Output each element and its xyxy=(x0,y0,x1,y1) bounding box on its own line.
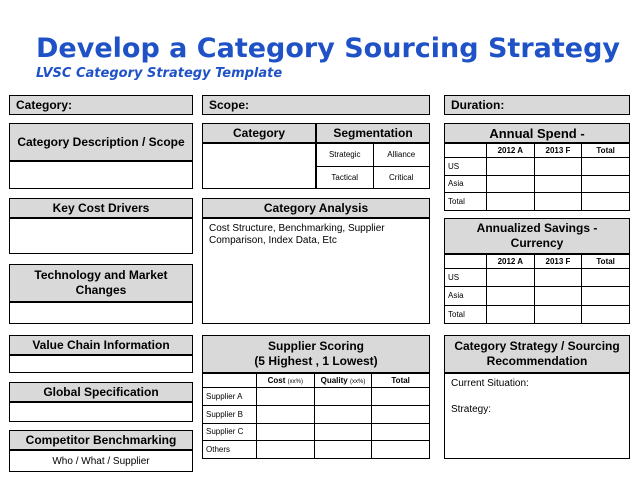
category-col-label: Category xyxy=(232,125,285,140)
savings-cell[interactable] xyxy=(582,269,630,287)
key-cost-drivers-area[interactable] xyxy=(9,218,193,254)
spend-cell[interactable] xyxy=(534,193,582,211)
page-title: Develop a Category Sourcing Strategy xyxy=(36,33,621,64)
segment-strategic[interactable]: Strategic xyxy=(317,144,374,167)
score-cell[interactable] xyxy=(372,405,430,423)
strategy-label: Strategy: xyxy=(451,404,492,415)
segmentation-label: Segmentation xyxy=(333,125,413,140)
score-cell[interactable] xyxy=(372,388,430,406)
savings-cell[interactable] xyxy=(534,305,582,323)
spend-cell[interactable] xyxy=(582,175,630,193)
value-chain-label: Value Chain Information xyxy=(32,337,170,352)
savings-cell[interactable] xyxy=(582,305,630,323)
category-col-area[interactable] xyxy=(202,143,316,189)
savings-cell[interactable] xyxy=(487,269,535,287)
annualized-savings-header xyxy=(444,218,630,254)
category-strategy-label: Category Strategy / Sourcing Recommendation xyxy=(454,339,620,368)
duration-field-label: Duration: xyxy=(451,97,505,112)
scope-field-label: Scope: xyxy=(209,97,250,112)
category-field-label: Category: xyxy=(16,97,73,112)
supplier-row-label: Supplier A xyxy=(203,388,257,406)
global-spec-area[interactable] xyxy=(9,402,193,422)
category-analysis-area[interactable] xyxy=(202,218,430,324)
spend-cell[interactable] xyxy=(487,193,535,211)
category-col-header xyxy=(202,123,316,143)
score-cell[interactable] xyxy=(257,441,315,459)
spend-row-total: Total xyxy=(445,193,487,211)
spend-cell[interactable] xyxy=(487,158,535,176)
spend-col-2012: 2012 A xyxy=(487,144,535,158)
category-strategy-area[interactable] xyxy=(444,373,630,459)
score-cell[interactable] xyxy=(314,423,372,441)
category-strategy-header xyxy=(444,335,630,373)
spend-row-us: US xyxy=(445,158,487,176)
score-cell[interactable] xyxy=(257,423,315,441)
key-cost-drivers-header xyxy=(9,198,193,218)
score-cell[interactable] xyxy=(257,388,315,406)
scoring-corner xyxy=(203,374,257,388)
category-description-label: Category Description / Scope xyxy=(17,134,185,149)
competitor-header xyxy=(9,430,193,450)
savings-cell[interactable] xyxy=(534,269,582,287)
score-cell[interactable] xyxy=(257,405,315,423)
competitor-area[interactable] xyxy=(9,450,193,472)
savings-row-us: US xyxy=(445,269,487,287)
score-cell[interactable] xyxy=(314,388,372,406)
scope-field[interactable] xyxy=(202,95,430,115)
global-spec-label: Global Specification xyxy=(43,384,159,399)
category-analysis-text: Cost Structure, Benchmarking, Supplier Comparison, Index Data, Etc xyxy=(209,223,385,246)
value-chain-header xyxy=(9,335,193,355)
value-chain-area[interactable] xyxy=(9,355,193,373)
segment-critical[interactable]: Critical xyxy=(373,166,430,189)
spend-cell[interactable] xyxy=(582,193,630,211)
score-cell[interactable] xyxy=(314,441,372,459)
supplier-scoring-table xyxy=(202,373,430,459)
current-situation-label: Current Situation: xyxy=(451,378,529,389)
duration-field[interactable] xyxy=(444,95,630,115)
scoring-col-total: Total xyxy=(372,374,430,388)
segmentation-header xyxy=(316,123,430,143)
savings-corner xyxy=(445,255,487,269)
tech-market-label: Technology and Market Changes xyxy=(34,268,168,297)
page-subtitle: LVSC Category Strategy Template xyxy=(36,66,283,81)
category-analysis-label: Category Analysis xyxy=(263,200,369,215)
score-cell[interactable] xyxy=(372,423,430,441)
category-description-area[interactable] xyxy=(9,161,193,189)
savings-cell[interactable] xyxy=(487,305,535,323)
scoring-col-cost: Cost (xx%) xyxy=(257,374,315,388)
category-field[interactable] xyxy=(9,95,193,115)
competitor-label: Competitor Benchmarking xyxy=(25,432,177,447)
savings-cell[interactable] xyxy=(534,287,582,305)
annual-spend-header xyxy=(444,123,630,143)
savings-cell[interactable] xyxy=(487,287,535,305)
spend-cell[interactable] xyxy=(534,175,582,193)
score-cell[interactable] xyxy=(314,405,372,423)
savings-row-asia: Asia xyxy=(445,287,487,305)
supplier-scoring-subtitle: (5 Highest , 1 Lowest) xyxy=(254,354,378,368)
annualized-savings-table xyxy=(444,254,630,324)
tech-market-header xyxy=(9,264,193,302)
supplier-scoring-header xyxy=(202,335,430,373)
scoring-col-quality: Quality (xx%) xyxy=(314,374,372,388)
savings-col-total: Total xyxy=(582,255,630,269)
category-description-header xyxy=(9,123,193,161)
segmentation-grid xyxy=(316,143,430,189)
savings-col-2012: 2012 A xyxy=(487,255,535,269)
category-analysis-header xyxy=(202,198,430,218)
key-cost-drivers-label: Key Cost Drivers xyxy=(52,200,150,215)
global-spec-header xyxy=(9,382,193,402)
supplier-row-label: Supplier B xyxy=(203,405,257,423)
spend-col-total: Total xyxy=(582,144,630,158)
supplier-row-label: Others xyxy=(203,441,257,459)
spend-cell[interactable] xyxy=(487,175,535,193)
spend-cell[interactable] xyxy=(534,158,582,176)
competitor-value: Who / What / Supplier xyxy=(52,455,150,467)
spend-col-2013: 2013 F xyxy=(534,144,582,158)
score-cell[interactable] xyxy=(372,441,430,459)
savings-col-2013: 2013 F xyxy=(534,255,582,269)
annual-spend-table xyxy=(444,143,630,211)
savings-row-total: Total xyxy=(445,305,487,323)
tech-market-area[interactable] xyxy=(9,302,193,324)
segment-alliance[interactable]: Alliance xyxy=(373,144,430,167)
annualized-savings-label: Annualized Savings - Currency xyxy=(476,221,598,250)
annual-spend-label: Annual Spend - xyxy=(489,125,585,141)
spend-cell[interactable] xyxy=(582,158,630,176)
savings-cell[interactable] xyxy=(582,287,630,305)
supplier-row-label: Supplier C xyxy=(203,423,257,441)
supplier-scoring-title: Supplier Scoring xyxy=(267,339,364,353)
spend-corner xyxy=(445,144,487,158)
spend-row-asia: Asia xyxy=(445,175,487,193)
segment-tactical[interactable]: Tactical xyxy=(317,166,374,189)
